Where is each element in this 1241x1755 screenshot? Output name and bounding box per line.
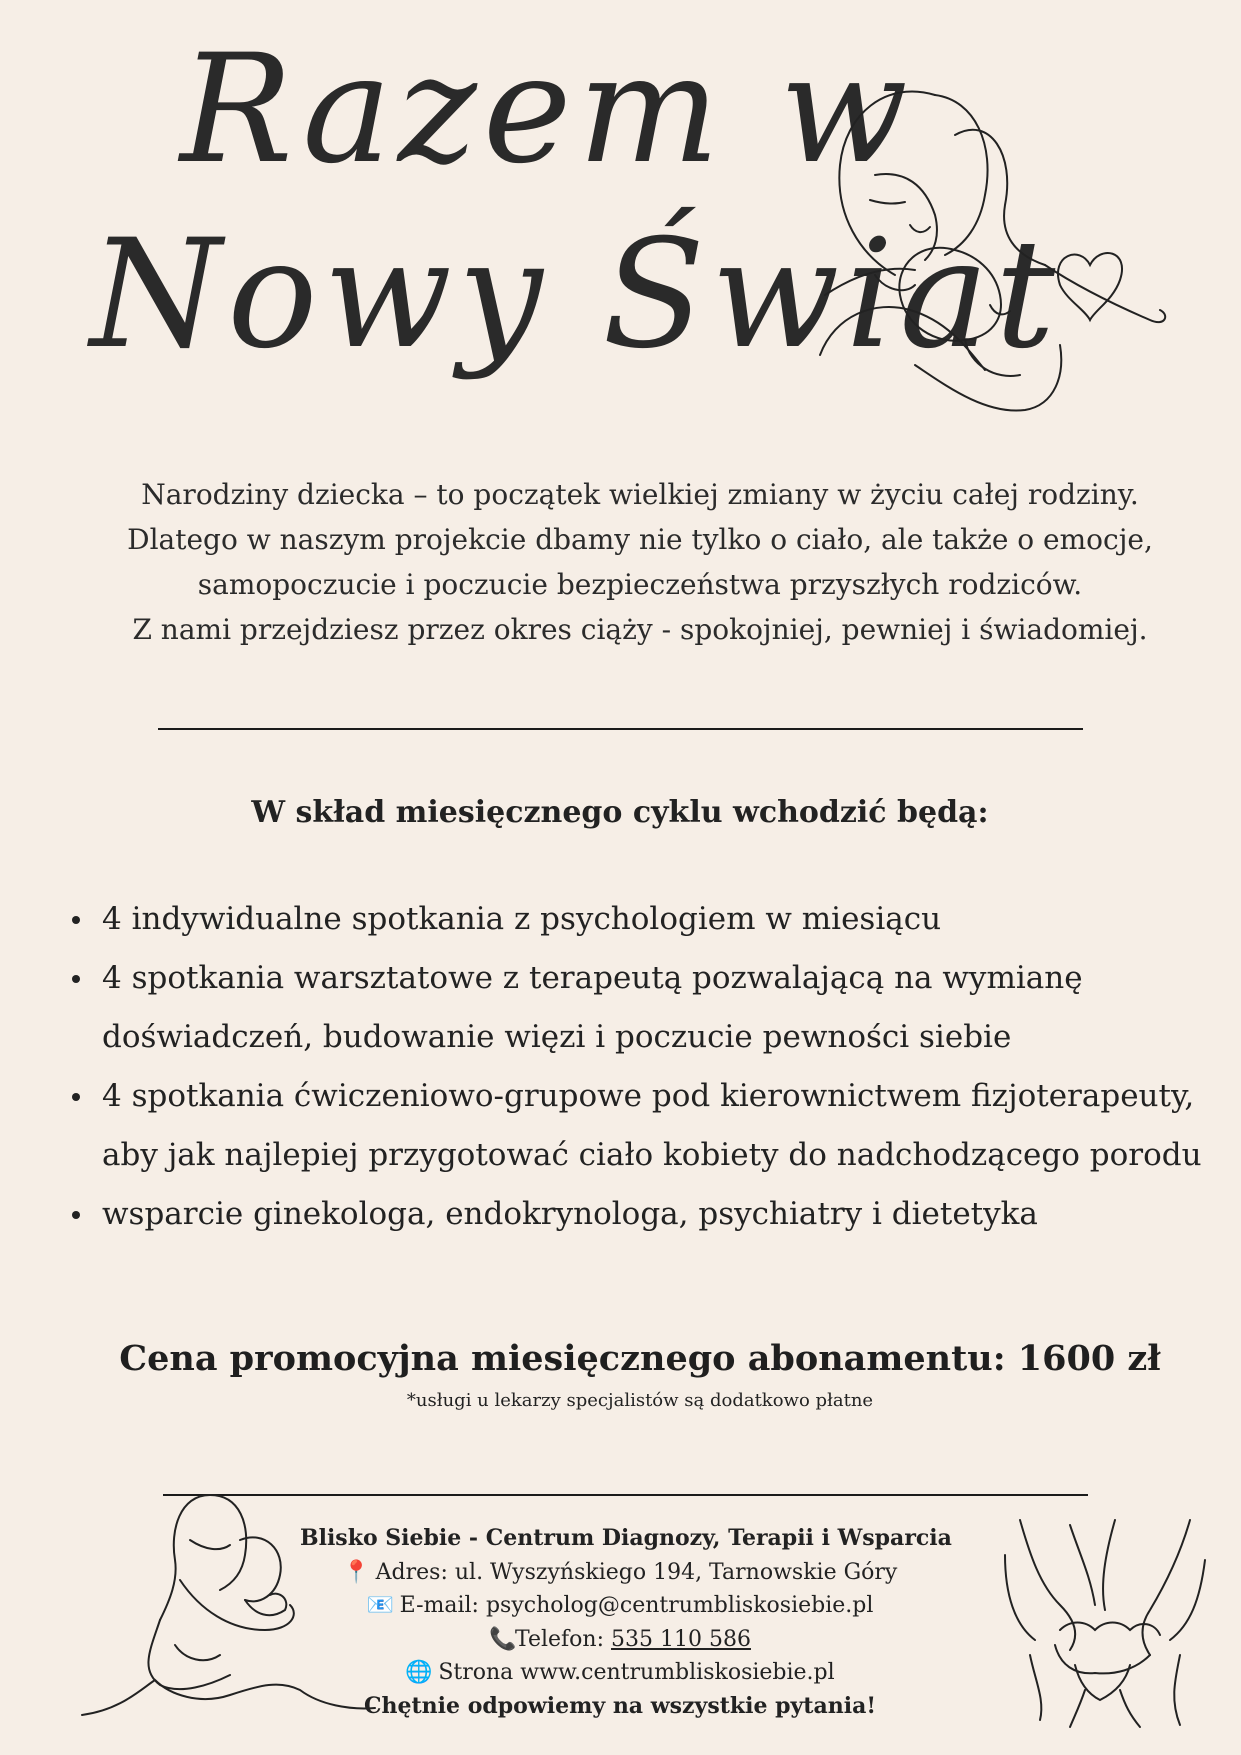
mother-baby-line-art-icon — [815, 75, 1175, 425]
list-item-line: 4 indywidualne spotkania z psychologiem w miesiącu — [102, 901, 942, 937]
website-line — [300, 1656, 940, 1690]
envelope-icon: 📧 — [366, 1593, 395, 1618]
phone-link[interactable]: 535 110 586 — [611, 1626, 751, 1652]
intro-line: Z nami przejdziesz przez okres ciąży - spokojniej, pewniej i świadomiej. — [132, 613, 1148, 646]
phone-line — [300, 1623, 940, 1657]
bullet-list — [68, 890, 1202, 1244]
website-link[interactable]: Strona www.centrumbliskosiebie.pl — [438, 1660, 835, 1685]
phone-label: Telefon: — [515, 1626, 612, 1652]
list-item-line: wsparcie ginekologa, endokrynologa, psychiatry i dietetyka — [102, 1196, 1038, 1232]
bullet-icon — [72, 916, 80, 924]
price-note: *usługi u lekarzy specjalistów są dodatkowo płatne — [406, 1390, 874, 1411]
phone-icon: 📞 — [489, 1626, 517, 1652]
list-item-line: 4 spotkania ćwiczeniowo-grupowe pod kierownictwem fizjoterapeuty, — [102, 1078, 1195, 1114]
list-item-line: doświadczeń, budowanie więzi i poczucie pewności siebie — [102, 1019, 1012, 1055]
bullet-icon — [72, 1211, 80, 1219]
list-item — [68, 1067, 1202, 1185]
address-text: Adres: ul. Wyszyńskiego 194, Tarnowskie Góry — [375, 1559, 898, 1585]
globe-icon: 🌐 — [405, 1660, 433, 1685]
hands-line-art-icon — [1000, 1515, 1210, 1730]
list-item — [68, 1185, 1198, 1244]
contact-block — [300, 1522, 952, 1723]
list-item — [68, 890, 1198, 949]
email-line — [300, 1589, 940, 1623]
title-line-2: Nowy Świat — [90, 208, 1062, 382]
title-line-1: Razem w — [180, 23, 914, 197]
list-item — [68, 949, 1198, 1067]
closing-text: Chętnie odpowiemy na wszystkie pytania! — [364, 1692, 876, 1719]
bullet-icon — [72, 1093, 80, 1101]
pin-icon: 📍 — [342, 1559, 371, 1585]
organization-name: Blisko Siebie - Centrum Diagnozy, Terapii i Wsparcia — [300, 1525, 952, 1551]
bullet-icon — [72, 975, 80, 983]
intro-line: samopoczucie i poczucie bezpieczeństwa przyszłych rodziców. — [197, 568, 1083, 601]
list-item-line: 4 spotkania warsztatowe z terapeutą pozwalającą na wymianę — [102, 960, 1083, 996]
list-item-line: aby jak najlepiej przygotować ciało kobiety do nadchodzącego porodu — [102, 1137, 1202, 1173]
divider-top — [158, 728, 1083, 730]
email-link[interactable]: E-mail: psycholog@centrumbliskosiebie.pl — [399, 1593, 874, 1618]
address-line — [300, 1556, 940, 1590]
intro-line: Dlatego w naszym projekcie dbamy nie tylko o ciało, ale także o emocje, — [127, 523, 1153, 556]
intro-line: Narodziny dziecka – to początek wielkiej zmiany w życiu całej rodziny. — [141, 478, 1139, 511]
section-heading: W skład miesięcznego cyklu wchodzić będą: — [251, 795, 989, 830]
price-heading: Cena promocyjna miesięcznego abonamentu: 1600 zł — [119, 1338, 1161, 1379]
intro-paragraph — [110, 472, 1170, 652]
